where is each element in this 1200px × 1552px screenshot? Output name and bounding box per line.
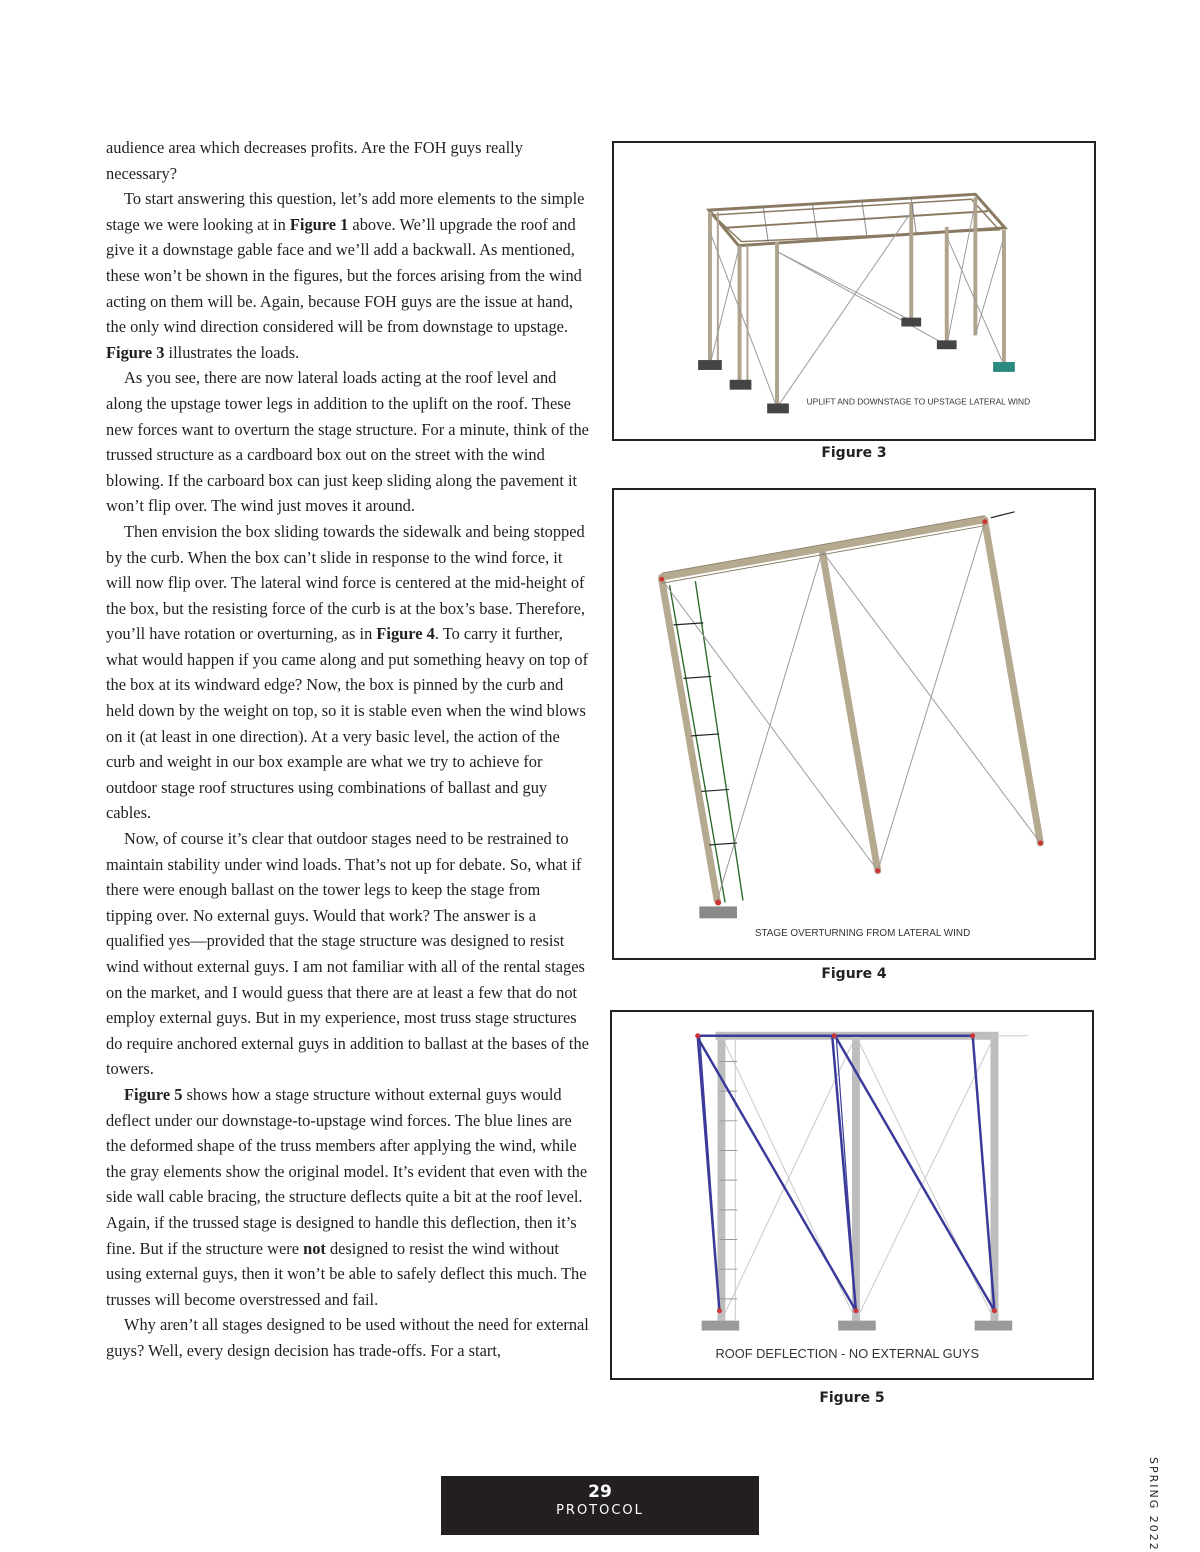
figure-3-image xyxy=(612,141,1096,441)
issue-side-label: SPRING 2022 xyxy=(1147,1457,1160,1552)
figure-ref: Figure 3 xyxy=(106,342,165,362)
paragraph: audience area which decreases profits. Are the FOH guys really necessary? xyxy=(106,138,523,183)
figure-ref: Figure 5 xyxy=(124,1084,183,1104)
paragraph: Why aren’t all stages designed to be used without the need for external guys? Well, every design decision has trade-offs. For a start, xyxy=(106,1315,589,1360)
paragraph: Now, of course it’s clear that outdoor stages need to be restrained to maintain stability under wind loads. That’s not up for debate. So, what if there were enough ballast on the tower legs to keep the stage from tipping over. No external guys. Would that work? The answer is a qualified yes—provided that the stage structure was designed to resist wind without external guys. I am not familiar with all of the rental stages on the market, and I would guess that there are at least a few that do not employ external guys. But in my experience, most truss stage structures do require anchored external guys in addition to ballast at the bases of the towers. xyxy=(106,829,589,1079)
figure-ref: Figure 4 xyxy=(376,624,435,644)
paragraph: As you see, there are now lateral loads acting at the roof level and along the upstage tower legs in addition to the uplift on the roof. These new forces want to overturn the stage structure. For a minute, think of the trussed structure as a cardboard box out on the street with the wind blowing. If the carboard box can just keep sliding along the pavement it won’t flip over. The wind just moves it around. xyxy=(106,368,589,516)
paragraph: To start answering this question, let’s add more elements to the simple stage we were looking at in Figure 1 above. We’ll upgrade the roof and give it a downstage gable face and we’ll add a backwall. As mentioned, these won’t be shown in the figures, but the forces arising from the wind acting on them will be. Again, because FOH guys are the issue at hand, the only wind direction considered will be from downstage to upstage. Figure 3 illustrates the loads. xyxy=(106,189,585,362)
figure-ref: Figure 1 xyxy=(289,214,349,234)
figure-4-image xyxy=(612,488,1096,960)
figure-5-caption: Figure 5 xyxy=(819,1390,885,1406)
figure-5-label: ROOF DEFLECTION - NO EXTERNAL GUYS xyxy=(715,1346,980,1362)
paragraph: Figure 5 shows how a stage structure without external guys would deflect under our downstage-to-upstage wind forces. The blue lines are the deformed shape of the truss members after applying the wind, while the gray elements show the original model. It’s evident that even with the side wall cable bracing, the structure deflects quite a bit at the roof level. Again, if the trussed stage is designed to handle this deflection, then it’s fine. But if the structure were not designed to resist the wind without using external guys, then it won’t be able to safely deflect this much. The trusses will become overstressed and fail. xyxy=(106,1084,588,1309)
roof-deflection-illustration xyxy=(612,1012,1092,1378)
figure-3-label: UPLIFT AND DOWNSTAGE TO UPSTAGE LATERAL WIND xyxy=(806,396,1031,407)
figure-3-caption: Figure 3 xyxy=(821,445,887,461)
stage-truss-illustration xyxy=(614,143,1094,439)
figure-4-label: STAGE OVERTURNING FROM LATERAL WIND xyxy=(754,928,971,940)
page-footer xyxy=(441,1476,759,1535)
paragraph: Then envision the box sliding towards the sidewalk and being stopped by the curb. When the box can’t slide in response to the wind force, it will now flip over. The lateral wind force is centered at the mid-height of the box, but the resisting force of the curb is at the box’s base. Therefore, you’ll have rotation or overturning, as in Figure 4. To carry it further, what would happen if you came along and put something heavy on top of the box at its windward edge? Now, the box is pinned by the curb and held down by the weight on top, so it is stable even when the wind blows on it (at least in one direction). At a very basic level, the action of the curb and weight in our box example are what we try to achieve for outdoor stage roof structures using combinations of ballast and guy cables. xyxy=(106,521,589,823)
figure-5-image xyxy=(610,1010,1094,1380)
overturning-illustration xyxy=(614,490,1094,958)
page-number: 29 xyxy=(588,1482,612,1502)
figure-4-caption: Figure 4 xyxy=(821,966,887,982)
publication-name: PROTOCOL xyxy=(556,1503,644,1518)
article-body xyxy=(106,135,590,1364)
emphasis: not xyxy=(303,1238,326,1258)
